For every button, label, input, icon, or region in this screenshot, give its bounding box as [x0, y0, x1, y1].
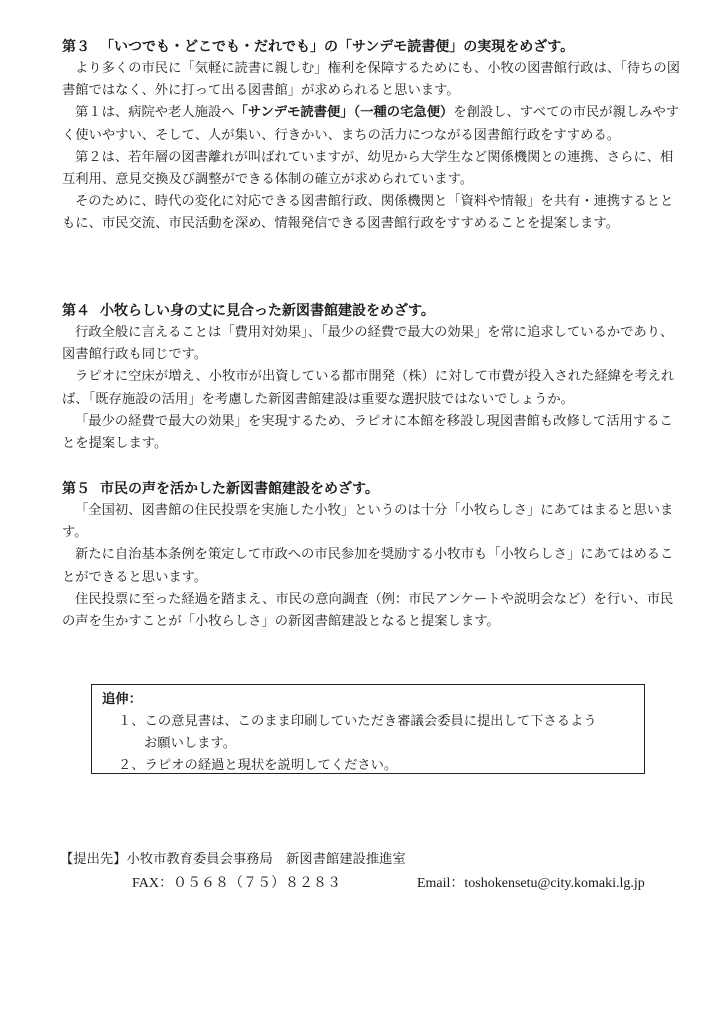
section-4-title: 小牧らしい身の丈に見合った新図書館建設をめざす。 — [100, 303, 435, 319]
section-3-paragraph-1: より多くの市民に「気軽に読書に親しむ」権利を保障するためにも、小牧の図書館行政は、「待ちの図書館ではなく、外に打って出る図書館」が求められると思います。 — [62, 61, 681, 99]
postscript-item-1-number: １、 — [118, 714, 145, 729]
section-3-paragraph-4: そのために、時代の変化に対応できる図書館行政、関係機関と「資料や情報」を共有・連携するとともに、市民交流、市民活動を深め、情報発信できる図書館行政をすすめることを提案します。 — [62, 194, 674, 232]
postscript-item-1-text: この意見書は、このまま印刷していただき審議会委員に提出して下さるよう — [144, 714, 597, 729]
section-3 — [62, 36, 682, 236]
postscript-item-2 — [102, 755, 634, 777]
email-address: Email：toshokensetu@city.komaki.lg.jp — [416, 876, 645, 891]
section-4-paragraph-1: 行政全般に言えることは「費用対効果」、「最少の経費で最大の効果」を常に追求しているかであり、図書館行政も同じです。 — [62, 325, 674, 363]
section-5-paragraph-1: 「全国初、図書館の住民投票を実施した小牧」というのは十分「小牧らしさ」にあてはまると思います。 — [62, 503, 674, 541]
section-5-paragraph-3: 住民投票に至った経過を踏まえ、市民の意向調査（例：市民アンケートや説明会など）を行い、市民の声を生かすことが「小牧らしさ」の新図書館建設となると提案します。 — [62, 591, 674, 630]
section-5-paragraph-2: 新たに自治基本条例を策定して市政への市民参加を奨励する小牧市も「小牧らしさ」にあてはめることができると思います。 — [62, 547, 674, 585]
submission-recipient: 小牧市教育委員会事務局 新図書館建設推進室 — [126, 852, 406, 867]
section-3-paragraph-2 — [62, 102, 682, 146]
section-4-number: 第４ — [62, 303, 90, 319]
section-3-paragraph-2-start: 第１は、病院や老人施設へ — [75, 105, 235, 121]
section-4-paragraph-2: ラピオに空床が増え、小牧市が出資している都市開発（株）に対して市費が投入された経緯を考えれば、「既存施設の活用」を考慮した新図書館建設は重要な選択肢ではないでしょうか。 — [62, 369, 675, 407]
section-3-number: 第３ — [62, 39, 90, 55]
section-4-paragraph-3: 「最少の経費で最大の効果」を実現するため、ラピオに本館を移設し現図書館も改修して活用することを提案します。 — [62, 413, 673, 452]
section-5-heading — [62, 478, 682, 500]
submission-label: 【提出先】 — [60, 852, 127, 867]
submission-footer — [60, 848, 680, 896]
postscript-box — [91, 684, 645, 774]
section-3-heading — [62, 36, 682, 58]
sandemo-dokushobin-emphasis: 「サンデモ読書便」（一種の宅急便） — [234, 105, 454, 121]
section-3-title: 「いつでも・どこでも・だれでも」の「サンデモ読書便」の実現をめざす。 — [100, 39, 575, 55]
section-5-number: 第５ — [62, 481, 90, 497]
section-4-heading — [62, 300, 682, 322]
section-5 — [62, 478, 682, 633]
postscript-item-1-continuation: お願いします。 — [144, 736, 237, 751]
section-3-paragraph-2-end: を創設し、すべての市民が親しみやすく使いやすい、そして、人が集い、行きかい、まちの活力につながる図書館行政をすすめる。 — [62, 105, 680, 143]
section-3-paragraph-3: 第２は、若年層の図書離れが叫ばれていますが、幼児から大学生など関係機関との連携、さらに、相互利用、意見交換及び調整ができる体制の確立が求められています。 — [62, 149, 674, 188]
section-5-title: 市民の声を活かした新図書館建設をめざす。 — [100, 481, 379, 497]
contact-line — [60, 872, 680, 896]
postscript-item-2-number: ２、 — [118, 758, 145, 773]
postscript-item-2-text: ラピオの経過と現状を説明してください。 — [144, 758, 398, 773]
section-4 — [62, 300, 682, 455]
fax-number: FAX：０５６８（７５）８２８３ — [132, 876, 341, 891]
postscript-item-1 — [102, 711, 634, 755]
submission-recipient-line — [60, 848, 680, 872]
postscript-title: 追伸： — [102, 692, 142, 707]
